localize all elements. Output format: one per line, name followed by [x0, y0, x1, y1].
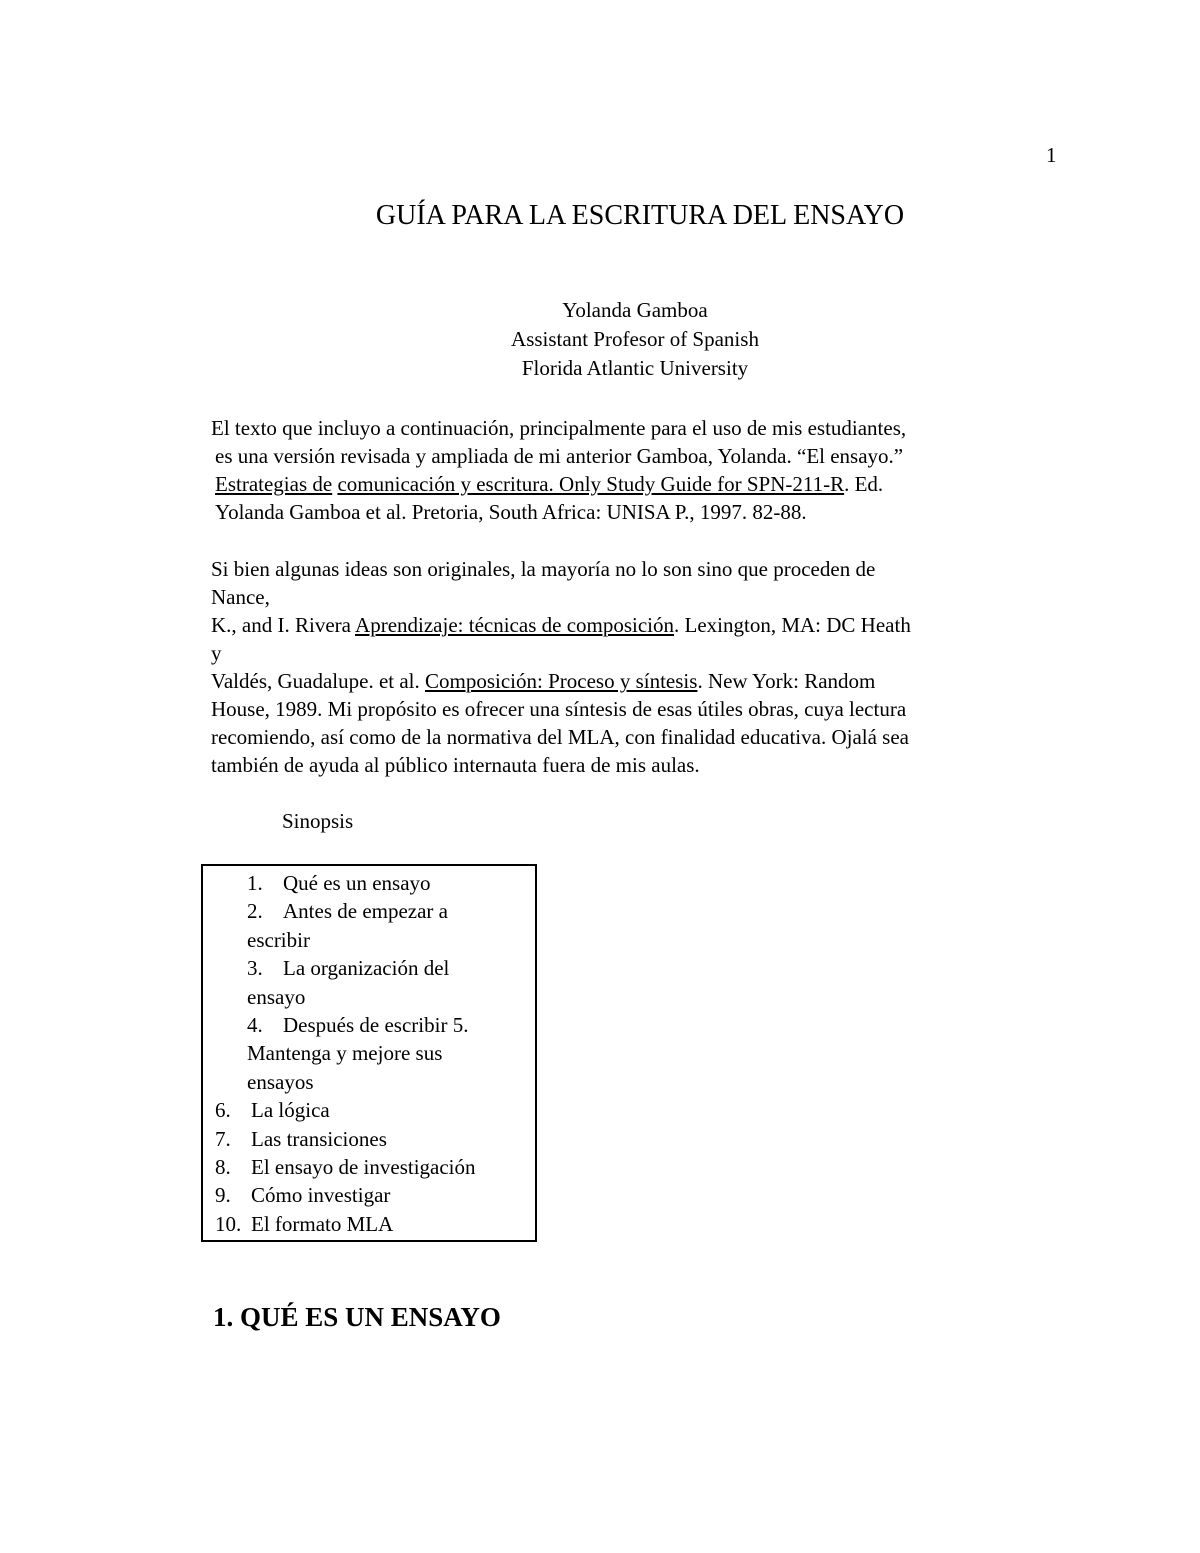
citation-title: Composición: Proceso y síntesis [425, 669, 698, 693]
paragraph-line: también de ayuda al público internauta fuera de mis aulas. [211, 753, 700, 777]
author-name: Yolanda Gamboa [562, 298, 708, 322]
toc-item-number: 3. [247, 956, 263, 981]
paragraph-line: Nance, [211, 585, 270, 609]
toc-item-wrap: ensayo [247, 984, 306, 1009]
toc-item-number: 2. [247, 899, 263, 924]
toc-item-text: La lógica [251, 1098, 330, 1123]
citation-tail: . New York: Random [697, 669, 876, 693]
toc-item-wrap: ensayos [247, 1069, 314, 1094]
citation-title: Aprendizaje: técnicas de composición [355, 613, 675, 637]
citation-author: Valdés, Guadalupe. et al. [211, 669, 426, 693]
toc-item-number: 8. [215, 1155, 231, 1180]
citation-line [211, 470, 1011, 498]
citation-title-part1: Estrategias de [215, 472, 333, 496]
toc-item-text: Las transiciones [251, 1126, 387, 1151]
toc-item [215, 954, 476, 982]
toc-item-text: El formato MLA [251, 1211, 394, 1236]
toc-item-wrap: escribir [247, 927, 310, 952]
paragraph-line: es una versión revisada y ampliada de mi anterior Gamboa, Yolanda. “El ensayo.” [215, 444, 904, 468]
author-institution: Florida Atlantic University [521, 356, 749, 380]
toc-item-text: Después de escribir 5. [283, 1013, 469, 1038]
toc-item [215, 1125, 476, 1153]
toc-list [215, 869, 476, 1238]
author-position: Assistant Profesor of Spanish [511, 327, 759, 351]
intro-paragraph [211, 414, 1011, 526]
sinopsis-label: Sinopsis [282, 809, 354, 833]
toc-item [215, 897, 476, 925]
table-of-contents [201, 864, 537, 1242]
paragraph-line: El texto que incluyo a continuación, principalmente para el uso de mis estudiantes, [211, 416, 907, 440]
citation-title-part2: comunicación y escritura. Only Study Guide for SPN-211-R [337, 472, 845, 496]
toc-item [215, 1011, 476, 1039]
toc-item-number: 6. [215, 1098, 231, 1123]
sources-paragraph [211, 555, 1011, 779]
paragraph-line: House, 1989. Mi propósito es ofrecer una síntesis de esas útiles obras, cuya lectura [211, 697, 907, 721]
toc-item-text: La organización del [283, 956, 450, 981]
document-title: GUÍA PARA LA ESCRITURA DEL ENSAYO [375, 200, 905, 231]
toc-item-number: 4. [247, 1013, 263, 1038]
citation-tail: . Lexington, MA: DC Heath [674, 613, 911, 637]
author-block [0, 296, 1200, 383]
toc-item [215, 1153, 476, 1181]
paragraph-line: y [211, 641, 222, 665]
toc-item-wrap: Mantenga y mejore sus [247, 1041, 443, 1066]
toc-item-text: Antes de empezar a [283, 899, 448, 924]
toc-item-number: 7. [215, 1126, 231, 1151]
toc-item [215, 1210, 476, 1238]
paragraph-line: recomiendo, así como de la normativa del MLA, con finalidad educativa. Ojalá sea [211, 725, 909, 749]
citation-line [211, 667, 1011, 695]
paragraph-line: Si bien algunas ideas son originales, la mayoría no lo son sino que proceden de [211, 557, 876, 581]
toc-item-text: Cómo investigar [251, 1183, 391, 1208]
toc-item [215, 1181, 476, 1209]
toc-item-number: 1. [247, 871, 263, 895]
paragraph-line: Yolanda Gamboa et al. Pretoria, South Africa: UNISA P., 1997. 82-88. [215, 500, 807, 524]
toc-item-number: 9. [215, 1183, 231, 1208]
citation-line [211, 611, 1011, 639]
toc-item-text: Qué es un ensayo [283, 871, 431, 895]
toc-item-text: El ensayo de investigación [251, 1155, 476, 1180]
toc-item-number: 10. [215, 1211, 242, 1236]
toc-item [215, 1096, 476, 1124]
citation-author: K., and I. Rivera [211, 613, 356, 637]
page-number: 1 [1046, 143, 1057, 167]
section-heading: 1. QUÉ ES UN ENSAYO [213, 1302, 501, 1332]
toc-item [215, 869, 476, 897]
citation-tail: . Ed. [844, 472, 884, 496]
